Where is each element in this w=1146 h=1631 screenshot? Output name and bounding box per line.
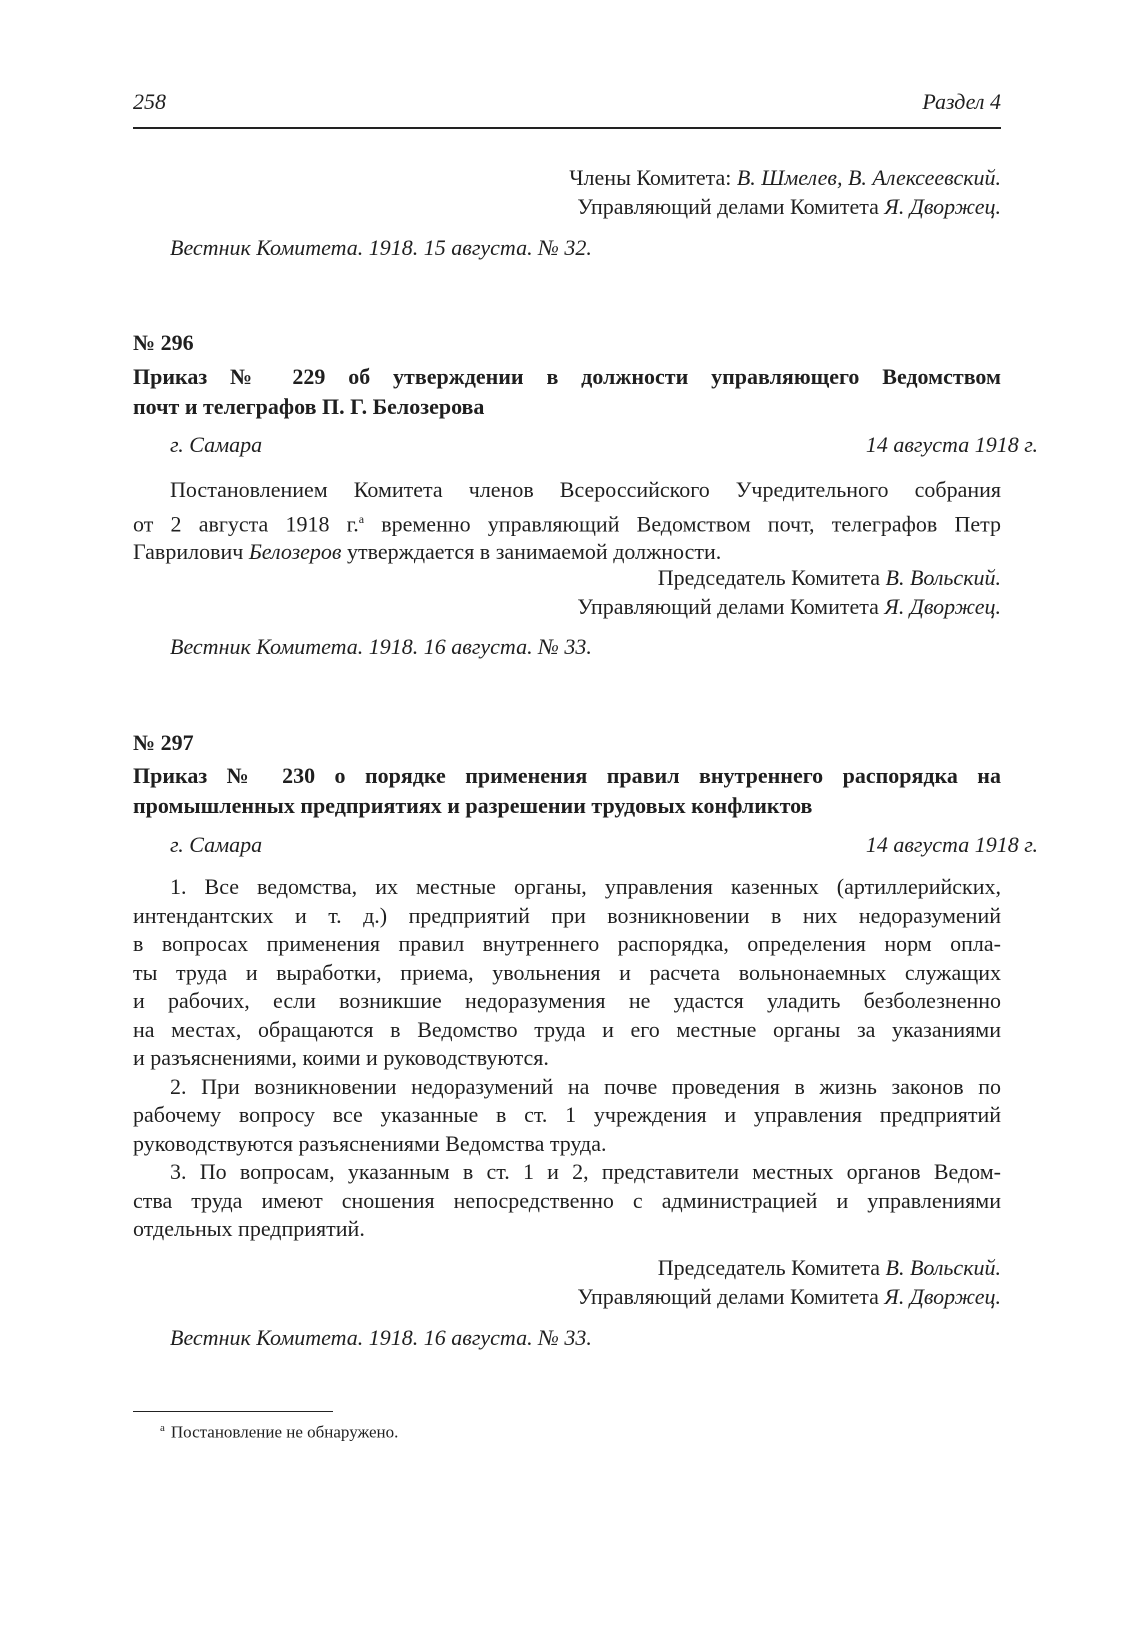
signatures-297: Председатель Комитета В. Вольский. Управляющий делами Комитета Я. Дворжец. [577,1255,1001,1309]
footnote: $^а$ Постановление не обнаружено. [160,1422,399,1442]
date: 14 августа 1918 г. [865,832,1038,857]
page-number: 258 [133,89,166,114]
footnote-ref: а [358,511,365,526]
prev-signatures [133,164,1001,221]
date: 14 августа 1918 г. [865,432,1038,457]
place-date-296 [133,431,1038,460]
doc-body-297: 1. Все ведомства, их местные органы, управления казенных (артиллерийских, интендантских и т. д.) предприятий при возникновении в них недоразумений в вопросах применения правил внутреннего распорядка, определения норм опла- ты труда и выработки, приема, увольнения и расчета вольнонаемных служащих и рабочих, если возникшие недоразумения не удастся уладить безболезненно на местах, обращаются в Ведомство труда и его местные органы за указаниями и разъяснениями, коими и руководствуются. 2. При возникновении недоразумений на почве проведения в жизнь законов по рабочему вопросу все указанные в ст. 1 учреждения и управления предприятий руководствуются разъяснениями Ведомства труда. 3. По вопросам, указанным в ст. 1 и 2, представители местных органов Ведом- ства труда имеют сношения непосредственно с администрацией и управлениями отдельных предприятий. [133,874,1001,1241]
signature-line: Управляющий делами Комитета Я. Дворжец. [577,193,1001,219]
place: г. Самара [170,832,263,857]
doc-number-297: № 297 [133,730,194,755]
section-title: Раздел 4 [922,89,1001,114]
doc-title-296: Приказ № 229 об утверждении в должности управляющего Ведомством почт и телеграфов П. Г. Белозерова [133,364,1001,419]
place-date-297 [133,831,1038,860]
place: г. Самара [170,432,263,457]
footnote-rule [133,1411,333,1412]
signature-line: Члены Комитета: В. Шмелев, В. Алексеевский. [569,165,1001,190]
header-rule [133,127,1001,129]
source-citation: Вестник Комитета. 1918. 16 августа. № 33. [170,634,592,659]
source-citation: Вестник Комитета. 1918. 15 августа. № 32. [170,235,592,260]
running-header [133,88,1001,117]
signatures-296: Председатель Комитета В. Вольский. Управляющий делами Комитета Я. Дворжец. [577,565,1001,619]
doc-number-296: № 296 [133,330,194,355]
doc-body-296: Постановлением Комитета членов Всероссийского Учредительного собрания от 2 августа 1918 г.$^а$ временно управляющий Ведомством почт, телеграфов Петр Гаврилович Белозеров утверждается в занимаемой должности. [133,477,1001,565]
source-citation: Вестник Комитета. 1918. 16 августа. № 33. [170,1325,592,1350]
doc-title-297: Приказ № 230 о порядке применения правил внутреннего распорядка на промышленных предприятиях и разрешении трудовых конфликтов [133,763,1001,818]
